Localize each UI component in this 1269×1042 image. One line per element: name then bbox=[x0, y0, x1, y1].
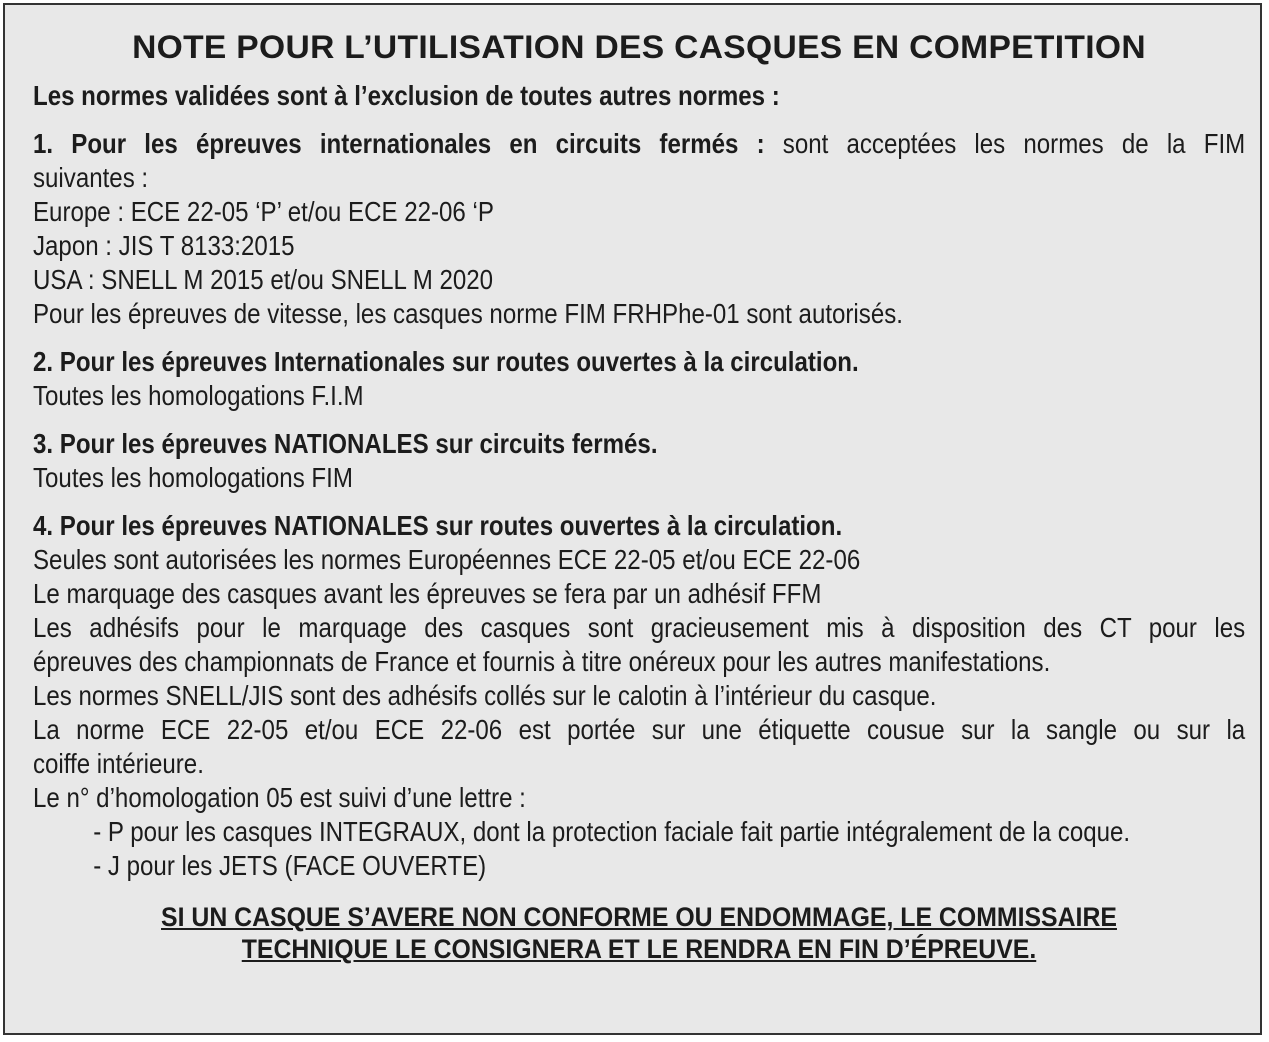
notice-content bbox=[33, 5, 1245, 965]
intro-text: Les normes validées sont à l’exclusion de toutes autres normes : bbox=[33, 80, 780, 111]
section-4-line-8: - J pour les JETS (FACE OUVERTE) bbox=[93, 850, 487, 881]
footer-line-1: SI UN CASQUE S’AVERE NON CONFORME OU ENDOMMAGE, LE COMMISSAIRE bbox=[161, 902, 1117, 932]
section-4-line-5b: coiffe intérieure. bbox=[33, 748, 204, 779]
section-4-line-3b: épreuves des championnats de France et fournis à titre onéreux pour les autres manifestations. bbox=[33, 646, 1051, 677]
section-1-continuation: suivantes : bbox=[33, 162, 149, 193]
section-1-usa: USA : SNELL M 2015 et/ou SNELL M 2020 bbox=[33, 264, 494, 295]
section-4-line-2: Le marquage des casques avant les épreuves se fera par un adhésif FFM bbox=[33, 578, 822, 609]
section-4-line-3a: Les adhésifs pour le marquage des casques sont gracieusement mis à disposition des CT pour les bbox=[33, 612, 1246, 643]
notice-frame bbox=[3, 3, 1262, 1035]
section-1-heading: 1. Pour les épreuves internationales en circuits fermés : bbox=[33, 128, 765, 159]
section-1-japon: Japon : JIS T 8133:2015 bbox=[33, 230, 295, 261]
section-2-heading: 2. Pour les épreuves Internationales sur routes ouvertes à la circulation. bbox=[33, 346, 859, 377]
section-2-body: Toutes les homologations F.I.M bbox=[33, 380, 364, 411]
section-1-vitesse: Pour les épreuves de vitesse, les casques norme FIM FRHPhe-01 sont autorisés. bbox=[33, 298, 903, 329]
section-4-heading: 4. Pour les épreuves NATIONALES sur routes ouvertes à la circulation. bbox=[33, 510, 843, 541]
section-1-heading-line bbox=[33, 127, 1245, 161]
section-1-heading-rest: sont acceptées les normes de la FIM bbox=[764, 128, 1246, 159]
section-4-line-6: Le n° d’homologation 05 est suivi d’une lettre : bbox=[33, 782, 526, 813]
section-3-heading: 3. Pour les épreuves NATIONALES sur circuits fermés. bbox=[33, 428, 658, 459]
section-4-line-7: - P pour les casques INTEGRAUX, dont la protection faciale fait partie intégralement de la coque. bbox=[93, 816, 1131, 847]
footer-warning bbox=[81, 901, 1196, 965]
footer-line-2: TECHNIQUE LE CONSIGNERA ET LE RENDRA EN FIN D’ÉPREUVE. bbox=[241, 934, 1037, 964]
section-4-line-4: Les normes SNELL/JIS sont des adhésifs collés sur le calotin à l’intérieur du casque. bbox=[33, 680, 937, 711]
section-1-europe: Europe : ECE 22-05 ‘P’ et/ou ECE 22-06 ‘P bbox=[33, 196, 494, 227]
section-4-line-1: Seules sont autorisées les normes Européennes ECE 22-05 et/ou ECE 22-06 bbox=[33, 544, 861, 575]
section-4-line-5a: La norme ECE 22-05 et/ou ECE 22-06 est portée sur une étiquette cousue sur la sangle ou sur la bbox=[33, 714, 1246, 745]
page-title: NOTE POUR L’UTILISATION DES CASQUES EN COMPETITION bbox=[132, 29, 1146, 65]
section-3-body: Toutes les homologations FIM bbox=[33, 462, 353, 493]
